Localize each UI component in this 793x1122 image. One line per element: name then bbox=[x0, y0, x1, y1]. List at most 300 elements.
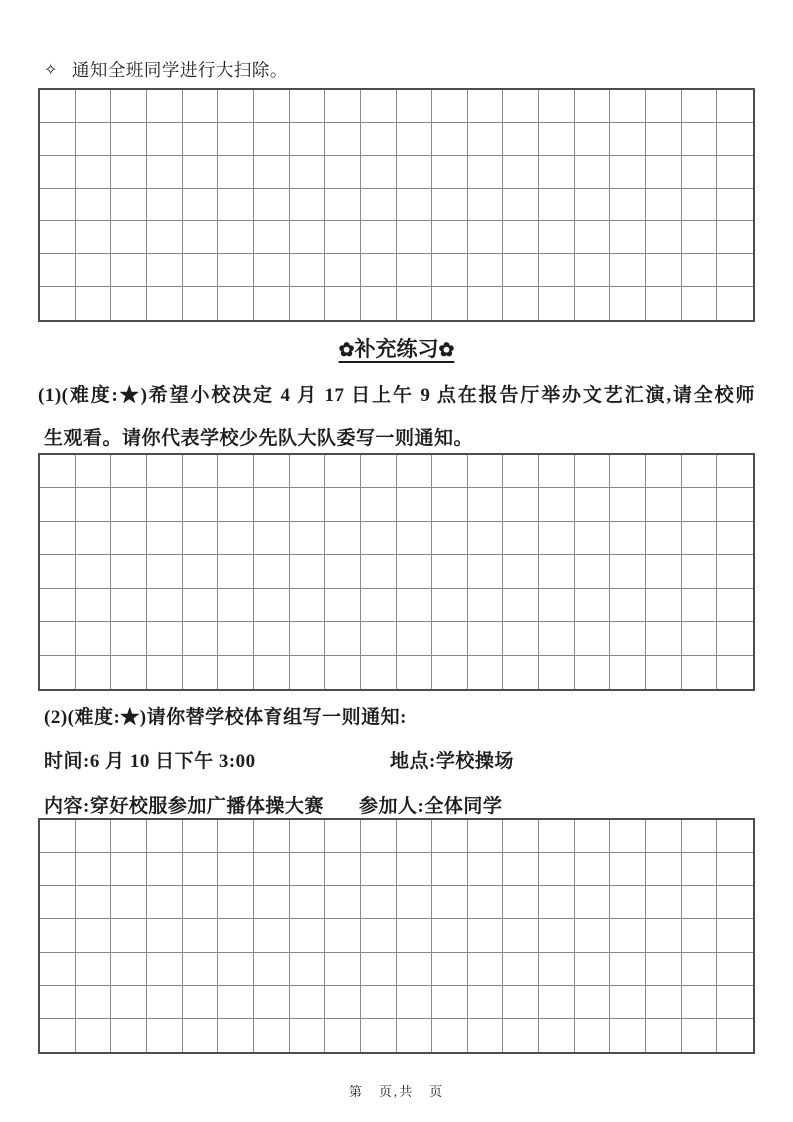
cleanup-notice-text: 通知全班同学进行大扫除。 bbox=[71, 60, 288, 80]
writing-cell bbox=[468, 820, 504, 853]
writing-cell bbox=[397, 953, 433, 986]
writing-cell bbox=[468, 656, 504, 689]
writing-cell bbox=[717, 90, 753, 123]
writing-cell bbox=[254, 820, 290, 853]
writing-cell bbox=[111, 189, 147, 222]
writing-cell bbox=[218, 221, 254, 254]
writing-cell bbox=[646, 156, 682, 189]
writing-cell bbox=[147, 953, 183, 986]
writing-cell bbox=[325, 1019, 361, 1052]
writing-cell bbox=[397, 488, 433, 521]
writing-cell bbox=[76, 488, 112, 521]
writing-cell bbox=[325, 156, 361, 189]
writing-cell bbox=[397, 555, 433, 588]
writing-cell bbox=[183, 919, 219, 952]
writing-cell bbox=[254, 455, 290, 488]
writing-cell bbox=[290, 919, 326, 952]
writing-cell bbox=[111, 555, 147, 588]
writing-cell bbox=[183, 953, 219, 986]
writing-cell bbox=[290, 287, 326, 320]
writing-cell bbox=[539, 589, 575, 622]
writing-cell bbox=[147, 488, 183, 521]
writing-cell bbox=[290, 986, 326, 1019]
writing-cell bbox=[575, 123, 611, 156]
writing-cell bbox=[40, 488, 76, 521]
writing-cell bbox=[610, 189, 646, 222]
writing-cell bbox=[610, 820, 646, 853]
writing-cell bbox=[361, 953, 397, 986]
writing-cell bbox=[397, 589, 433, 622]
writing-cell bbox=[717, 555, 753, 588]
writing-cell bbox=[361, 488, 397, 521]
writing-cell bbox=[610, 589, 646, 622]
exercise2-content-label: 内容:穿好校服参加广播体操大赛 bbox=[44, 796, 324, 817]
writing-cell bbox=[361, 919, 397, 952]
writing-cell bbox=[147, 820, 183, 853]
writing-cell bbox=[468, 488, 504, 521]
writing-cell bbox=[682, 853, 718, 886]
writing-cell bbox=[503, 90, 539, 123]
writing-cell bbox=[40, 656, 76, 689]
writing-cell bbox=[218, 522, 254, 555]
writing-cell bbox=[40, 919, 76, 952]
writing-cell bbox=[218, 123, 254, 156]
writing-cell bbox=[361, 221, 397, 254]
writing-cell bbox=[682, 221, 718, 254]
writing-cell bbox=[147, 254, 183, 287]
writing-cell bbox=[183, 156, 219, 189]
writing-cell bbox=[539, 123, 575, 156]
writing-cell bbox=[717, 820, 753, 853]
writing-cell bbox=[610, 656, 646, 689]
writing-cell bbox=[111, 488, 147, 521]
writing-cell bbox=[218, 589, 254, 622]
writing-grid-2 bbox=[38, 453, 755, 691]
writing-cell bbox=[432, 90, 468, 123]
writing-cell bbox=[254, 221, 290, 254]
writing-cell bbox=[717, 189, 753, 222]
writing-cell bbox=[717, 622, 753, 655]
writing-cell bbox=[503, 953, 539, 986]
writing-cell bbox=[717, 656, 753, 689]
writing-cell bbox=[575, 555, 611, 588]
writing-cell bbox=[682, 886, 718, 919]
writing-cell bbox=[397, 90, 433, 123]
writing-cell bbox=[40, 455, 76, 488]
writing-cell bbox=[361, 455, 397, 488]
writing-cell bbox=[183, 1019, 219, 1052]
writing-cell bbox=[76, 986, 112, 1019]
writing-cell bbox=[468, 555, 504, 588]
writing-cell bbox=[397, 123, 433, 156]
writing-cell bbox=[682, 1019, 718, 1052]
writing-cell bbox=[432, 156, 468, 189]
writing-cell bbox=[76, 90, 112, 123]
writing-cell bbox=[682, 555, 718, 588]
writing-cell bbox=[397, 287, 433, 320]
writing-cell bbox=[290, 221, 326, 254]
writing-cell bbox=[503, 189, 539, 222]
writing-cell bbox=[40, 986, 76, 1019]
writing-cell bbox=[503, 656, 539, 689]
writing-cell bbox=[646, 221, 682, 254]
writing-cell bbox=[183, 622, 219, 655]
flower-icon: ✿ bbox=[438, 340, 455, 361]
writing-cell bbox=[183, 555, 219, 588]
writing-cell bbox=[468, 853, 504, 886]
writing-cell bbox=[361, 886, 397, 919]
writing-cell bbox=[218, 287, 254, 320]
writing-cell bbox=[254, 622, 290, 655]
writing-cell bbox=[147, 455, 183, 488]
writing-cell bbox=[290, 189, 326, 222]
writing-cell bbox=[610, 522, 646, 555]
writing-cell bbox=[361, 287, 397, 320]
writing-cell bbox=[646, 488, 682, 521]
writing-cell bbox=[76, 820, 112, 853]
writing-cell bbox=[40, 622, 76, 655]
writing-cell bbox=[218, 1019, 254, 1052]
writing-cell bbox=[432, 522, 468, 555]
writing-cell bbox=[111, 90, 147, 123]
exercise2-time-label: 时间:6 月 10 日下午 3:00 bbox=[44, 751, 256, 772]
writing-cell bbox=[147, 156, 183, 189]
writing-cell bbox=[183, 221, 219, 254]
writing-cell bbox=[503, 287, 539, 320]
writing-cell bbox=[111, 919, 147, 952]
writing-cell bbox=[397, 1019, 433, 1052]
writing-cell bbox=[111, 986, 147, 1019]
writing-cell bbox=[539, 656, 575, 689]
writing-cell bbox=[610, 555, 646, 588]
writing-cell bbox=[218, 555, 254, 588]
writing-cell bbox=[325, 820, 361, 853]
writing-cell bbox=[503, 1019, 539, 1052]
writing-cell bbox=[40, 853, 76, 886]
writing-cell bbox=[218, 254, 254, 287]
writing-cell bbox=[218, 90, 254, 123]
writing-cell bbox=[432, 555, 468, 588]
writing-cell bbox=[147, 622, 183, 655]
writing-cell bbox=[432, 221, 468, 254]
writing-cell bbox=[717, 886, 753, 919]
writing-cell bbox=[432, 622, 468, 655]
writing-cell bbox=[468, 886, 504, 919]
writing-cell bbox=[254, 555, 290, 588]
writing-cell bbox=[468, 287, 504, 320]
writing-cell bbox=[575, 254, 611, 287]
writing-cell bbox=[218, 919, 254, 952]
writing-cell bbox=[254, 1019, 290, 1052]
writing-cell bbox=[111, 522, 147, 555]
writing-cell bbox=[76, 221, 112, 254]
writing-cell bbox=[361, 656, 397, 689]
writing-cell bbox=[183, 656, 219, 689]
writing-cell bbox=[610, 90, 646, 123]
writing-cell bbox=[40, 886, 76, 919]
writing-cell bbox=[147, 986, 183, 1019]
writing-cell bbox=[40, 1019, 76, 1052]
writing-cell bbox=[325, 90, 361, 123]
writing-cell bbox=[183, 820, 219, 853]
writing-cell bbox=[183, 886, 219, 919]
writing-cell bbox=[682, 820, 718, 853]
writing-cell bbox=[503, 919, 539, 952]
writing-cell bbox=[76, 953, 112, 986]
writing-cell bbox=[218, 656, 254, 689]
writing-cell bbox=[183, 90, 219, 123]
writing-cell bbox=[575, 820, 611, 853]
writing-cell bbox=[147, 919, 183, 952]
writing-cell bbox=[40, 123, 76, 156]
writing-cell bbox=[432, 919, 468, 952]
writing-cell bbox=[503, 254, 539, 287]
writing-cell bbox=[325, 622, 361, 655]
writing-cell bbox=[610, 919, 646, 952]
writing-cell bbox=[361, 622, 397, 655]
writing-cell bbox=[147, 522, 183, 555]
writing-cell bbox=[218, 156, 254, 189]
writing-cell bbox=[325, 986, 361, 1019]
writing-cell bbox=[503, 555, 539, 588]
writing-cell bbox=[361, 254, 397, 287]
writing-cell bbox=[539, 886, 575, 919]
writing-cell bbox=[432, 953, 468, 986]
writing-cell bbox=[361, 156, 397, 189]
writing-cell bbox=[610, 254, 646, 287]
writing-cell bbox=[432, 1019, 468, 1052]
section-heading-title: 补充练习 bbox=[354, 337, 439, 361]
writing-cell bbox=[325, 589, 361, 622]
writing-cell bbox=[717, 522, 753, 555]
writing-cell bbox=[468, 221, 504, 254]
writing-cell bbox=[539, 1019, 575, 1052]
writing-cell bbox=[610, 221, 646, 254]
writing-cell bbox=[646, 853, 682, 886]
writing-cell bbox=[610, 156, 646, 189]
writing-cell bbox=[147, 1019, 183, 1052]
writing-cell bbox=[361, 986, 397, 1019]
writing-cell bbox=[254, 853, 290, 886]
writing-cell bbox=[575, 919, 611, 952]
writing-cell bbox=[111, 656, 147, 689]
writing-cell bbox=[290, 123, 326, 156]
writing-cell bbox=[397, 522, 433, 555]
writing-cell bbox=[468, 589, 504, 622]
writing-cell bbox=[575, 986, 611, 1019]
writing-cell bbox=[40, 189, 76, 222]
writing-cell bbox=[646, 622, 682, 655]
writing-cell bbox=[503, 455, 539, 488]
writing-cell bbox=[290, 156, 326, 189]
writing-cell bbox=[111, 221, 147, 254]
exercise2-participants-label: 参加人:全体同学 bbox=[359, 796, 503, 817]
writing-cell bbox=[111, 1019, 147, 1052]
writing-cell bbox=[254, 254, 290, 287]
writing-cell bbox=[682, 589, 718, 622]
writing-cell bbox=[432, 986, 468, 1019]
writing-cell bbox=[76, 156, 112, 189]
writing-cell bbox=[76, 287, 112, 320]
writing-cell bbox=[147, 853, 183, 886]
writing-cell bbox=[646, 820, 682, 853]
writing-cell bbox=[361, 90, 397, 123]
cleanup-notice-prompt bbox=[44, 57, 288, 82]
writing-cell bbox=[147, 886, 183, 919]
writing-cell bbox=[432, 820, 468, 853]
writing-cell bbox=[325, 287, 361, 320]
writing-cell bbox=[40, 156, 76, 189]
writing-cell bbox=[40, 287, 76, 320]
writing-cell bbox=[717, 123, 753, 156]
writing-cell bbox=[610, 1019, 646, 1052]
writing-cell bbox=[40, 555, 76, 588]
writing-cell bbox=[468, 455, 504, 488]
writing-cell bbox=[40, 90, 76, 123]
writing-cell bbox=[610, 455, 646, 488]
writing-cell bbox=[646, 555, 682, 588]
writing-cell bbox=[76, 919, 112, 952]
writing-cell bbox=[575, 287, 611, 320]
writing-cell bbox=[717, 488, 753, 521]
writing-cell bbox=[254, 886, 290, 919]
writing-cell bbox=[575, 853, 611, 886]
writing-cell bbox=[290, 953, 326, 986]
writing-cell bbox=[468, 919, 504, 952]
writing-cell bbox=[575, 488, 611, 521]
writing-cell bbox=[325, 522, 361, 555]
writing-cell bbox=[503, 589, 539, 622]
writing-cell bbox=[646, 189, 682, 222]
writing-cell bbox=[111, 254, 147, 287]
writing-cell bbox=[76, 189, 112, 222]
writing-cell bbox=[218, 820, 254, 853]
writing-grid-1 bbox=[38, 88, 755, 322]
writing-cell bbox=[290, 656, 326, 689]
writing-cell bbox=[361, 853, 397, 886]
writing-cell bbox=[646, 589, 682, 622]
writing-cell bbox=[503, 123, 539, 156]
writing-cell bbox=[40, 589, 76, 622]
writing-cell bbox=[717, 953, 753, 986]
writing-cell bbox=[610, 953, 646, 986]
writing-cell bbox=[646, 522, 682, 555]
writing-cell bbox=[183, 123, 219, 156]
writing-cell bbox=[290, 555, 326, 588]
writing-cell bbox=[218, 455, 254, 488]
writing-cell bbox=[397, 221, 433, 254]
writing-cell bbox=[111, 622, 147, 655]
writing-cell bbox=[503, 820, 539, 853]
writing-cell bbox=[575, 622, 611, 655]
writing-cell bbox=[539, 90, 575, 123]
writing-cell bbox=[682, 287, 718, 320]
writing-cell bbox=[717, 287, 753, 320]
writing-cell bbox=[218, 853, 254, 886]
writing-cell bbox=[290, 589, 326, 622]
writing-cell bbox=[682, 189, 718, 222]
writing-cell bbox=[397, 189, 433, 222]
writing-cell bbox=[432, 488, 468, 521]
writing-cell bbox=[717, 919, 753, 952]
writing-cell bbox=[539, 254, 575, 287]
writing-cell bbox=[468, 156, 504, 189]
writing-cell bbox=[183, 853, 219, 886]
writing-cell bbox=[610, 622, 646, 655]
writing-cell bbox=[361, 555, 397, 588]
writing-cell bbox=[361, 1019, 397, 1052]
flower-icon: ✿ bbox=[338, 340, 355, 361]
writing-cell bbox=[76, 622, 112, 655]
section-heading bbox=[0, 333, 793, 363]
writing-cell bbox=[717, 254, 753, 287]
writing-cell bbox=[503, 622, 539, 655]
writing-cell bbox=[646, 986, 682, 1019]
writing-cell bbox=[575, 1019, 611, 1052]
writing-cell bbox=[432, 853, 468, 886]
writing-cell bbox=[575, 455, 611, 488]
writing-cell bbox=[432, 656, 468, 689]
writing-cell bbox=[325, 488, 361, 521]
writing-cell bbox=[646, 953, 682, 986]
writing-cell bbox=[290, 488, 326, 521]
writing-cell bbox=[539, 287, 575, 320]
writing-cell bbox=[610, 853, 646, 886]
writing-cell bbox=[254, 589, 290, 622]
writing-cell bbox=[575, 589, 611, 622]
writing-cell bbox=[432, 589, 468, 622]
writing-cell bbox=[218, 189, 254, 222]
exercise1-prompt-line1: (1)(难度:★)希望小校决定 4 月 17 日上午 9 点在报告厅举办文艺汇演,请全校师 bbox=[38, 385, 755, 406]
writing-cell bbox=[717, 221, 753, 254]
writing-cell bbox=[290, 853, 326, 886]
writing-cell bbox=[539, 488, 575, 521]
writing-cell bbox=[218, 886, 254, 919]
writing-cell bbox=[397, 820, 433, 853]
writing-cell bbox=[646, 90, 682, 123]
writing-cell bbox=[432, 287, 468, 320]
writing-cell bbox=[432, 455, 468, 488]
writing-cell bbox=[575, 886, 611, 919]
writing-cell bbox=[111, 953, 147, 986]
writing-cell bbox=[717, 853, 753, 886]
writing-cell bbox=[468, 522, 504, 555]
writing-cell bbox=[254, 156, 290, 189]
writing-cell bbox=[183, 287, 219, 320]
writing-cell bbox=[147, 555, 183, 588]
writing-cell bbox=[646, 656, 682, 689]
writing-cell bbox=[575, 953, 611, 986]
writing-cell bbox=[325, 919, 361, 952]
writing-cell bbox=[254, 488, 290, 521]
writing-cell bbox=[76, 886, 112, 919]
writing-cell bbox=[183, 254, 219, 287]
writing-cell bbox=[254, 90, 290, 123]
writing-cell bbox=[717, 589, 753, 622]
writing-cell bbox=[254, 953, 290, 986]
writing-cell bbox=[539, 622, 575, 655]
writing-cell bbox=[325, 189, 361, 222]
writing-cell bbox=[575, 656, 611, 689]
writing-cell bbox=[575, 90, 611, 123]
writing-cell bbox=[503, 853, 539, 886]
writing-grid-3 bbox=[38, 818, 755, 1054]
writing-cell bbox=[682, 522, 718, 555]
writing-cell bbox=[503, 221, 539, 254]
writing-cell bbox=[539, 986, 575, 1019]
writing-cell bbox=[575, 156, 611, 189]
writing-cell bbox=[254, 522, 290, 555]
